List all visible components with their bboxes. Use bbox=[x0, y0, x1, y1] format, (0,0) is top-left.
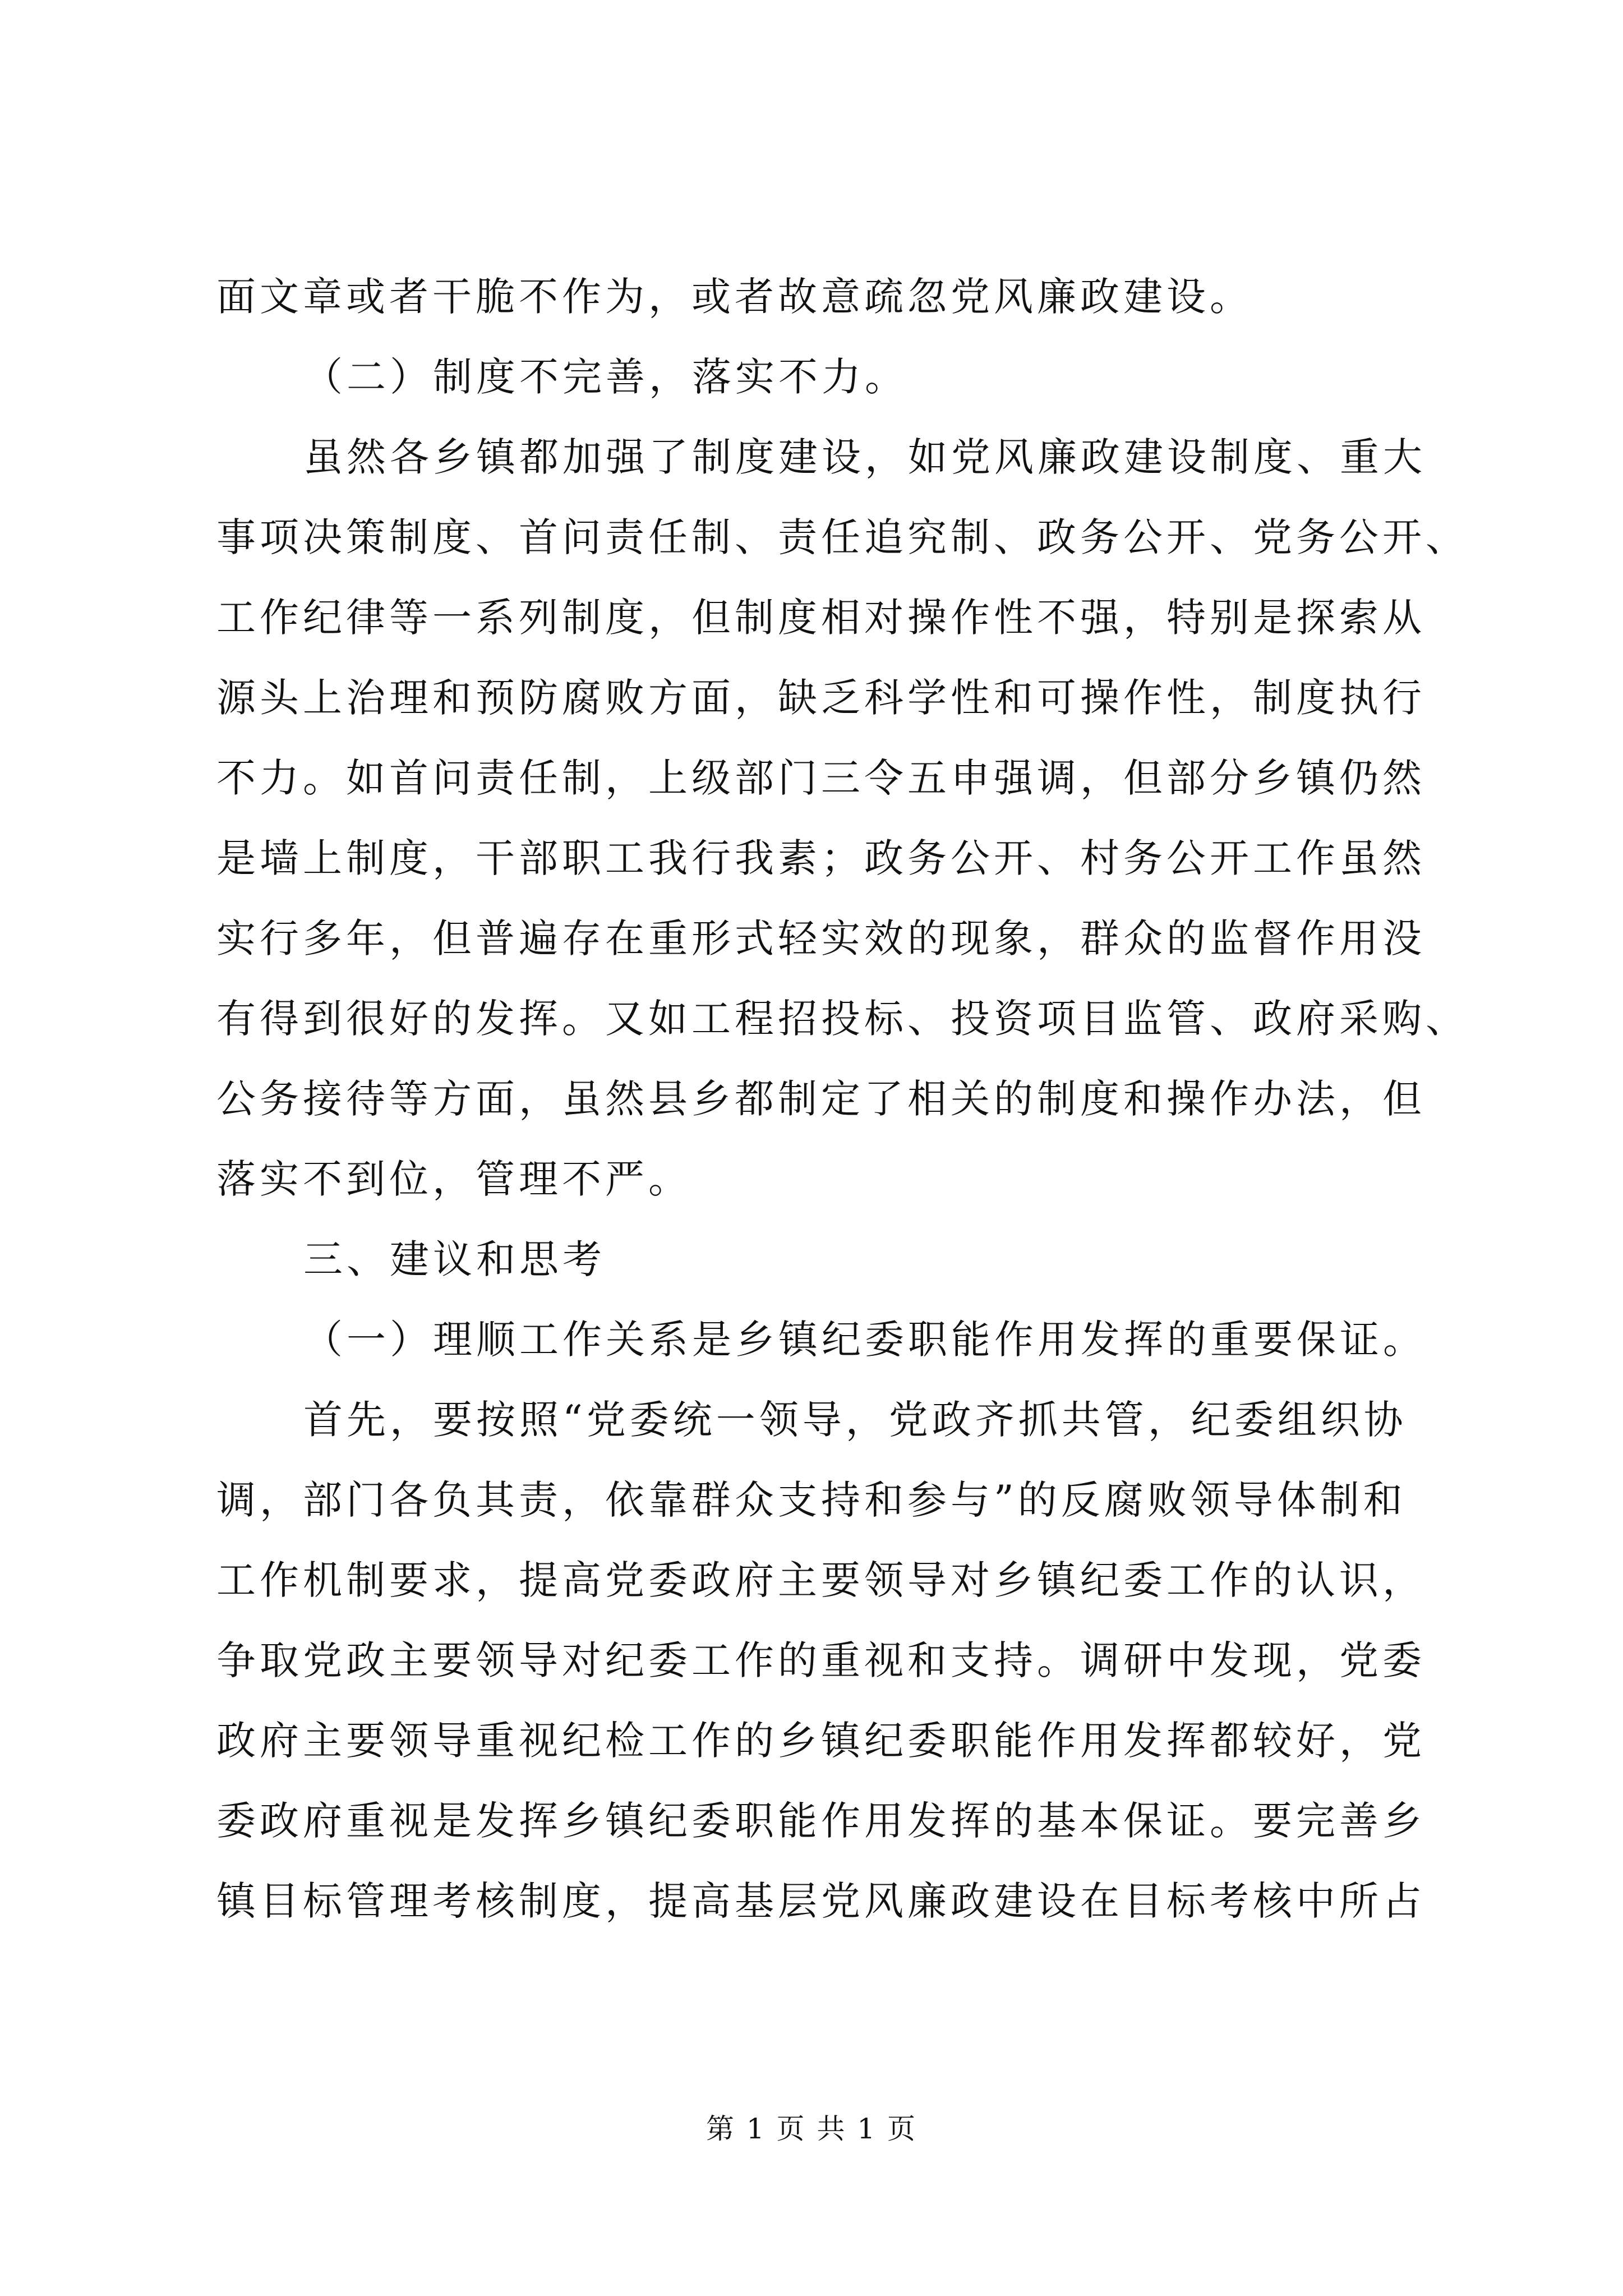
text-line: 源头上治理和预防腐败方面，缺乏科学性和可操作性，制度执行 bbox=[216, 675, 1426, 721]
text-line: 委政府重视是发挥乡镇纪委职能作用发挥的基本保证。要完善乡 bbox=[216, 1798, 1426, 1844]
page-footer bbox=[0, 2109, 1623, 2148]
text-line: 有得到很好的发挥。又如工程招投标、投资项目监管、政府采购、 bbox=[216, 996, 1469, 1042]
paragraph-start: 首先，要按照“党委统一领导，党政齐抓共管，纪委组织协 bbox=[303, 1397, 1407, 1443]
text-line: 政府主要领导重视纪检工作的乡镇纪委职能作用发挥都较好，党 bbox=[216, 1718, 1426, 1764]
section-heading: （一）理顺工作关系是乡镇纪委职能作用发挥的重要保证。 bbox=[303, 1317, 1426, 1363]
text-line: 事项决策制度、首问责任制、责任追究制、政务公开、党务公开、 bbox=[216, 514, 1469, 560]
text-line: 争取党政主要领导对纪委工作的重视和支持。调研中发现，党委 bbox=[216, 1637, 1426, 1683]
text-line: 实行多年，但普遍存在重形式轻实效的现象，群众的监督作用没 bbox=[216, 915, 1426, 961]
section-heading: （二）制度不完善，落实不力。 bbox=[303, 354, 908, 400]
text-line: 落实不到位，管理不严。 bbox=[216, 1156, 691, 1202]
chapter-heading: 三、建议和思考 bbox=[303, 1236, 606, 1282]
text-line: 工作机制要求，提高党委政府主要领导对乡镇纪委工作的认识， bbox=[216, 1557, 1426, 1603]
text-line: 公务接待等方面，虽然县乡都制定了相关的制度和操作办法，但 bbox=[216, 1076, 1426, 1122]
text-line: 工作纪律等一系列制度，但制度相对操作性不强，特别是探索从 bbox=[216, 595, 1426, 641]
text-line: 是墙上制度，干部职工我行我素；政务公开、村务公开工作虽然 bbox=[216, 835, 1426, 881]
document-body bbox=[216, 257, 1469, 1941]
paragraph-start: 虽然各乡镇都加强了制度建设，如党风廉政建设制度、重大 bbox=[303, 434, 1426, 480]
text-line: 面文章或者干脆不作为，或者故意疏忽党风廉政建设。 bbox=[216, 274, 1253, 320]
text-line: 镇目标管理考核制度，提高基层党风廉政建设在目标考核中所占 bbox=[216, 1878, 1426, 1924]
text-line: 不力。如首问责任制，上级部门三令五申强调，但部分乡镇仍然 bbox=[216, 755, 1426, 801]
page-number: 第 1 页 共 1 页 bbox=[706, 2113, 917, 2145]
text-line: 调，部门各负其责，依靠群众支持和参与”的反腐败领导体制和 bbox=[216, 1477, 1407, 1523]
